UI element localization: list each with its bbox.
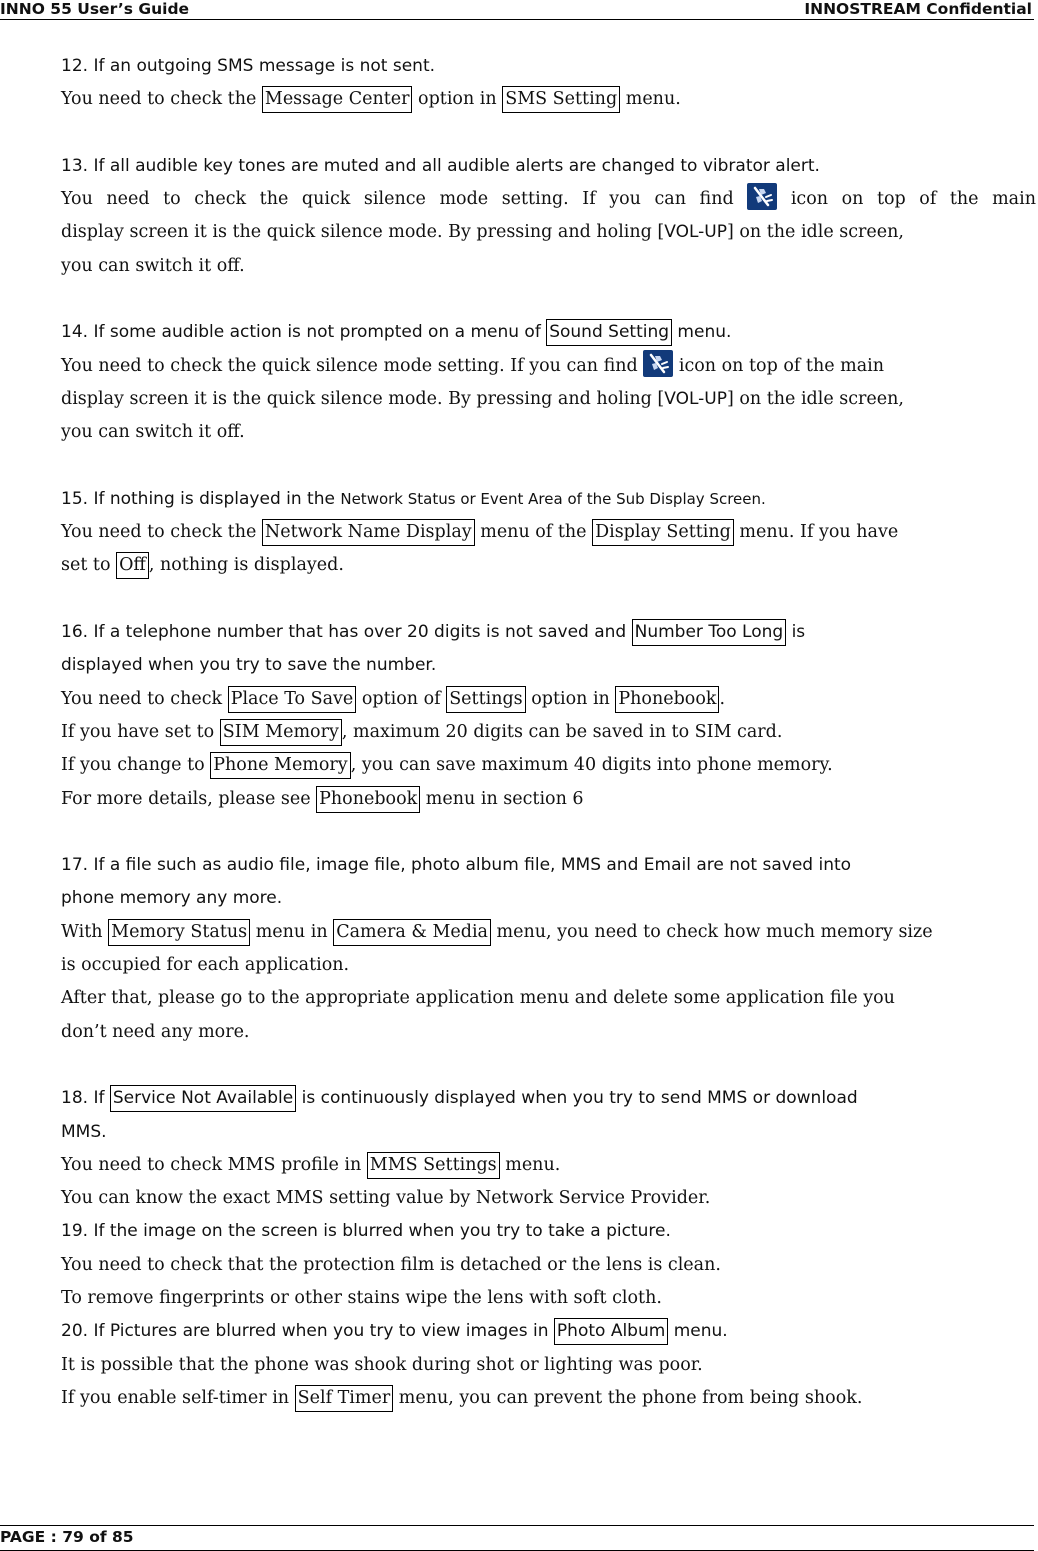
answer-18-line-1: You need to check MMS profile in MMS Settings menu. — [61, 1149, 1036, 1182]
question-12: 12. If an outgoing SMS message is not sent. — [61, 56, 436, 76]
menu-ref: Number Too Long — [632, 619, 787, 646]
answer-13-line-3: you can switch it off. — [61, 255, 245, 276]
question-18-cont: MMS. — [61, 1121, 107, 1142]
question-19: 19. If the image on the screen is blurred when you try to take a picture. — [61, 1221, 671, 1242]
answer-16-line-3: If you change to Phone Memory , you can save maximum 40 digits into phone memory. — [61, 749, 1036, 782]
question-17-cont: phone memory any more. — [61, 888, 283, 909]
menu-ref: Place To Save — [228, 686, 357, 713]
page-footer — [0, 1525, 1034, 1551]
menu-ref: Camera & Media — [333, 919, 491, 946]
answer-20-line-2: If you enable self-timer in Self Timer menu, you can prevent the phone from being shook. — [61, 1382, 1036, 1415]
answer-13-line-1: You need to check the quick silence mode setting. If you can find icon on top of the main — [61, 183, 1036, 216]
answer-14-line-1: You need to check the quick silence mode setting. If you can find icon on top of the main — [61, 350, 1036, 383]
menu-ref: Memory Status — [108, 919, 250, 946]
question-20: 20. If Pictures are blurred when you try to view images in Photo Album menu. — [61, 1315, 1036, 1348]
answer-17-line-2: is occupied for each application. — [61, 955, 350, 976]
question-16: 16. If a telephone number that has over 20 digits is not saved and Number Too Long is — [61, 616, 1036, 649]
header-doc-title: INNO 55 User’s Guide — [0, 0, 190, 18]
answer-16-line-2: If you have set to SIM Memory , maximum 20 digits can be saved in to SIM card. — [61, 716, 1036, 749]
answer-19-line-1: You need to check that the protection film is detached or the lens is clean. — [61, 1254, 721, 1275]
page-number: PAGE : 79 of 85 — [0, 1528, 134, 1546]
menu-ref: Display Setting — [592, 519, 734, 546]
menu-ref: Self Timer — [295, 1385, 394, 1412]
answer-17-line-1: With Memory Status menu in Camera & Media menu, you need to check how much memory size — [61, 916, 1036, 949]
menu-ref: Sound Setting — [546, 319, 672, 346]
menu-ref: Service Not Available — [110, 1085, 296, 1112]
troubleshooting-content — [61, 50, 1036, 1415]
answer-12: You need to check the Message Center option in SMS Setting menu. — [61, 83, 1036, 116]
answer-15-line-1: You need to check the Network Name Display menu of the Display Setting menu. If you have — [61, 516, 1036, 549]
answer-20-line-1: It is possible that the phone was shook during shot or lighting was poor. — [61, 1354, 703, 1375]
question-14: 14. If some audible action is not prompted on a menu of Sound Setting menu. — [61, 316, 1036, 349]
answer-17-line-4: don’t need any more. — [61, 1021, 250, 1042]
silent-mode-icon — [643, 350, 673, 377]
answer-18-line-2: You can know the exact MMS setting value by Network Service Provider. — [61, 1188, 711, 1209]
answer-13-line-2: display screen it is the quick silence mode. By pressing and holing [VOL-UP] on the idle screen, — [61, 222, 904, 243]
silent-mode-icon — [747, 183, 777, 210]
menu-ref: Phone Memory — [210, 752, 350, 779]
question-16-cont: displayed when you try to save the number. — [61, 655, 437, 676]
answer-14-line-2: display screen it is the quick silence mode. By pressing and holing [VOL-UP] on the idle screen, — [61, 388, 904, 409]
answer-15-line-2: set to Off , nothing is displayed. — [61, 549, 1036, 582]
answer-14-line-3: you can switch it off. — [61, 422, 245, 443]
question-18: 18. If Service Not Available is continuously displayed when you try to send MMS or download — [61, 1082, 1036, 1115]
menu-ref: Message Center — [262, 86, 413, 113]
answer-17-line-3: After that, please go to the appropriate application menu and delete some application file you — [61, 988, 895, 1009]
question-17: 17. If a file such as audio file, image file, photo album file, MMS and Email are not saved into — [61, 855, 852, 876]
menu-ref: Off — [116, 552, 149, 579]
page-header — [0, 0, 1034, 20]
menu-ref: Photo Album — [554, 1318, 668, 1345]
menu-ref: MMS Settings — [367, 1152, 500, 1179]
answer-16-line-1: You need to check Place To Save option of Settings option in Phonebook . — [61, 683, 1036, 716]
menu-ref: SIM Memory — [220, 719, 342, 746]
question-13: 13. If all audible key tones are muted and all audible alerts are changed to vibrator alert. — [61, 155, 820, 176]
menu-ref: Phonebook — [316, 786, 420, 813]
menu-ref: Settings — [446, 686, 525, 713]
answer-19-line-2: To remove fingerprints or other stains wipe the lens with soft cloth. — [61, 1287, 662, 1308]
menu-ref: Phonebook — [615, 686, 719, 713]
menu-ref: Network Name Display — [262, 519, 475, 546]
header-confidential: INNOSTREAM Confidential — [804, 0, 1032, 18]
answer-16-line-4: For more details, please see Phonebook menu in section 6 — [61, 783, 1036, 816]
menu-ref: SMS Setting — [502, 86, 620, 113]
question-15: 15. If nothing is displayed in the Network Status or Event Area of the Sub Display Screen. — [61, 488, 766, 509]
